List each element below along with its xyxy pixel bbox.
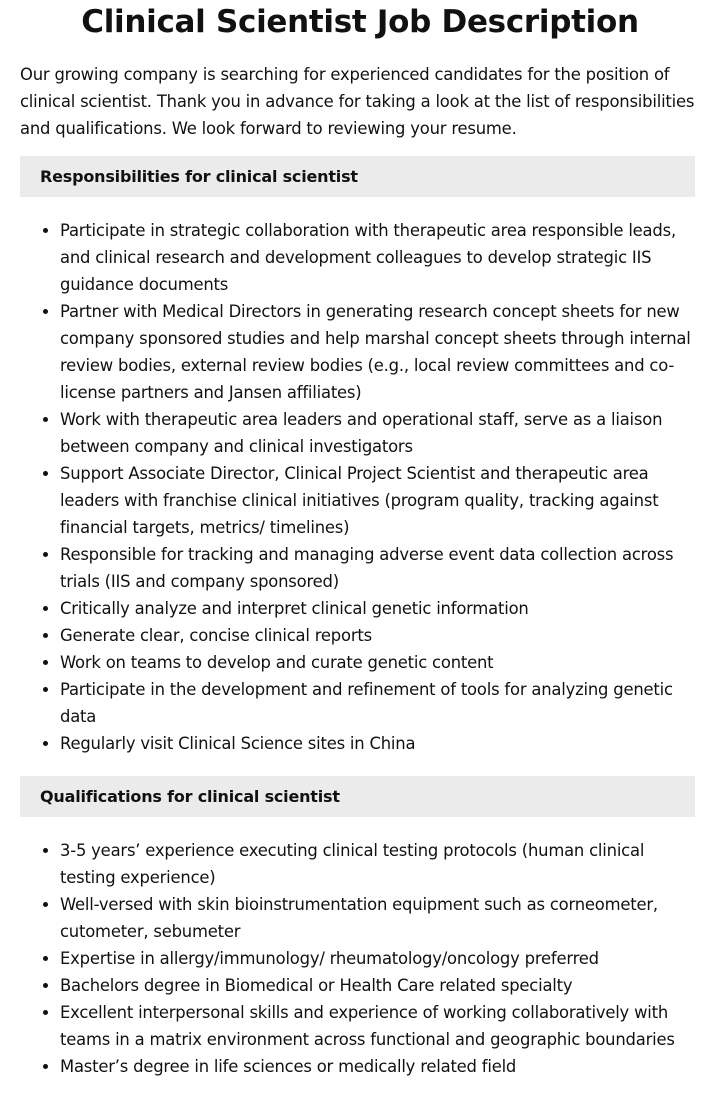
list-item: • Excellent interpersonal skills and experience of working collaboratively with teams in a matrix environment across functional and geographic boundaries [60, 999, 700, 1053]
qualifications-list [0, 837, 700, 1080]
qualifications-heading: Qualifications for clinical scientist [20, 776, 695, 817]
list-item: • Partner with Medical Directors in generating research concept sheets for new company sponsored studies and help marshal concept sheets through internal review bodies, external review bodies (e.g., local review committees and co-license partners and Jansen affiliates) [60, 298, 700, 406]
list-item: • Work on teams to develop and curate genetic content [60, 649, 700, 676]
responsibilities-heading: Responsibilities for clinical scientist [20, 156, 695, 197]
list-item: • Participate in strategic collaboration with therapeutic area responsible leads, and clinical research and development colleagues to develop strategic IIS guidance documents [60, 217, 700, 298]
list-item: • Responsible for tracking and managing adverse event data collection across trials (IIS and company sponsored) [60, 541, 700, 595]
list-item: • Support Associate Director, Clinical Project Scientist and therapeutic area leaders with franchise clinical initiatives (program quality, tracking against financial targets, metrics/ timelines) [60, 460, 700, 541]
intro-paragraph: Our growing company is searching for experienced candidates for the position of clinical scientist. Thank you in advance for taking a look at the list of responsibilities and qualifications. We look forward to reviewing your resume. [20, 65, 695, 138]
list-item: • 3-5 years’ experience executing clinical testing protocols (human clinical testing experience) [60, 837, 700, 891]
list-item: • Generate clear, concise clinical reports [60, 622, 700, 649]
list-item: • Participate in the development and refinement of tools for analyzing genetic data [60, 676, 700, 730]
list-item: • Master’s degree in life sciences or medically related field [60, 1053, 700, 1080]
list-item: • Critically analyze and interpret clinical genetic information [60, 595, 700, 622]
responsibilities-list [0, 217, 700, 757]
list-item: • Regularly visit Clinical Science sites in China [60, 730, 700, 757]
list-item: • Bachelors degree in Biomedical or Health Care related specialty [60, 972, 700, 999]
page-title: Clinical Scientist Job Description [81, 4, 639, 40]
list-item: • Work with therapeutic area leaders and operational staff, serve as a liaison between company and clinical investigators [60, 406, 700, 460]
list-item: • Expertise in allergy/immunology/ rheumatology/oncology preferred [60, 945, 700, 972]
list-item: • Well-versed with skin bioinstrumentation equipment such as corneometer, cutometer, sebumeter [60, 891, 700, 945]
